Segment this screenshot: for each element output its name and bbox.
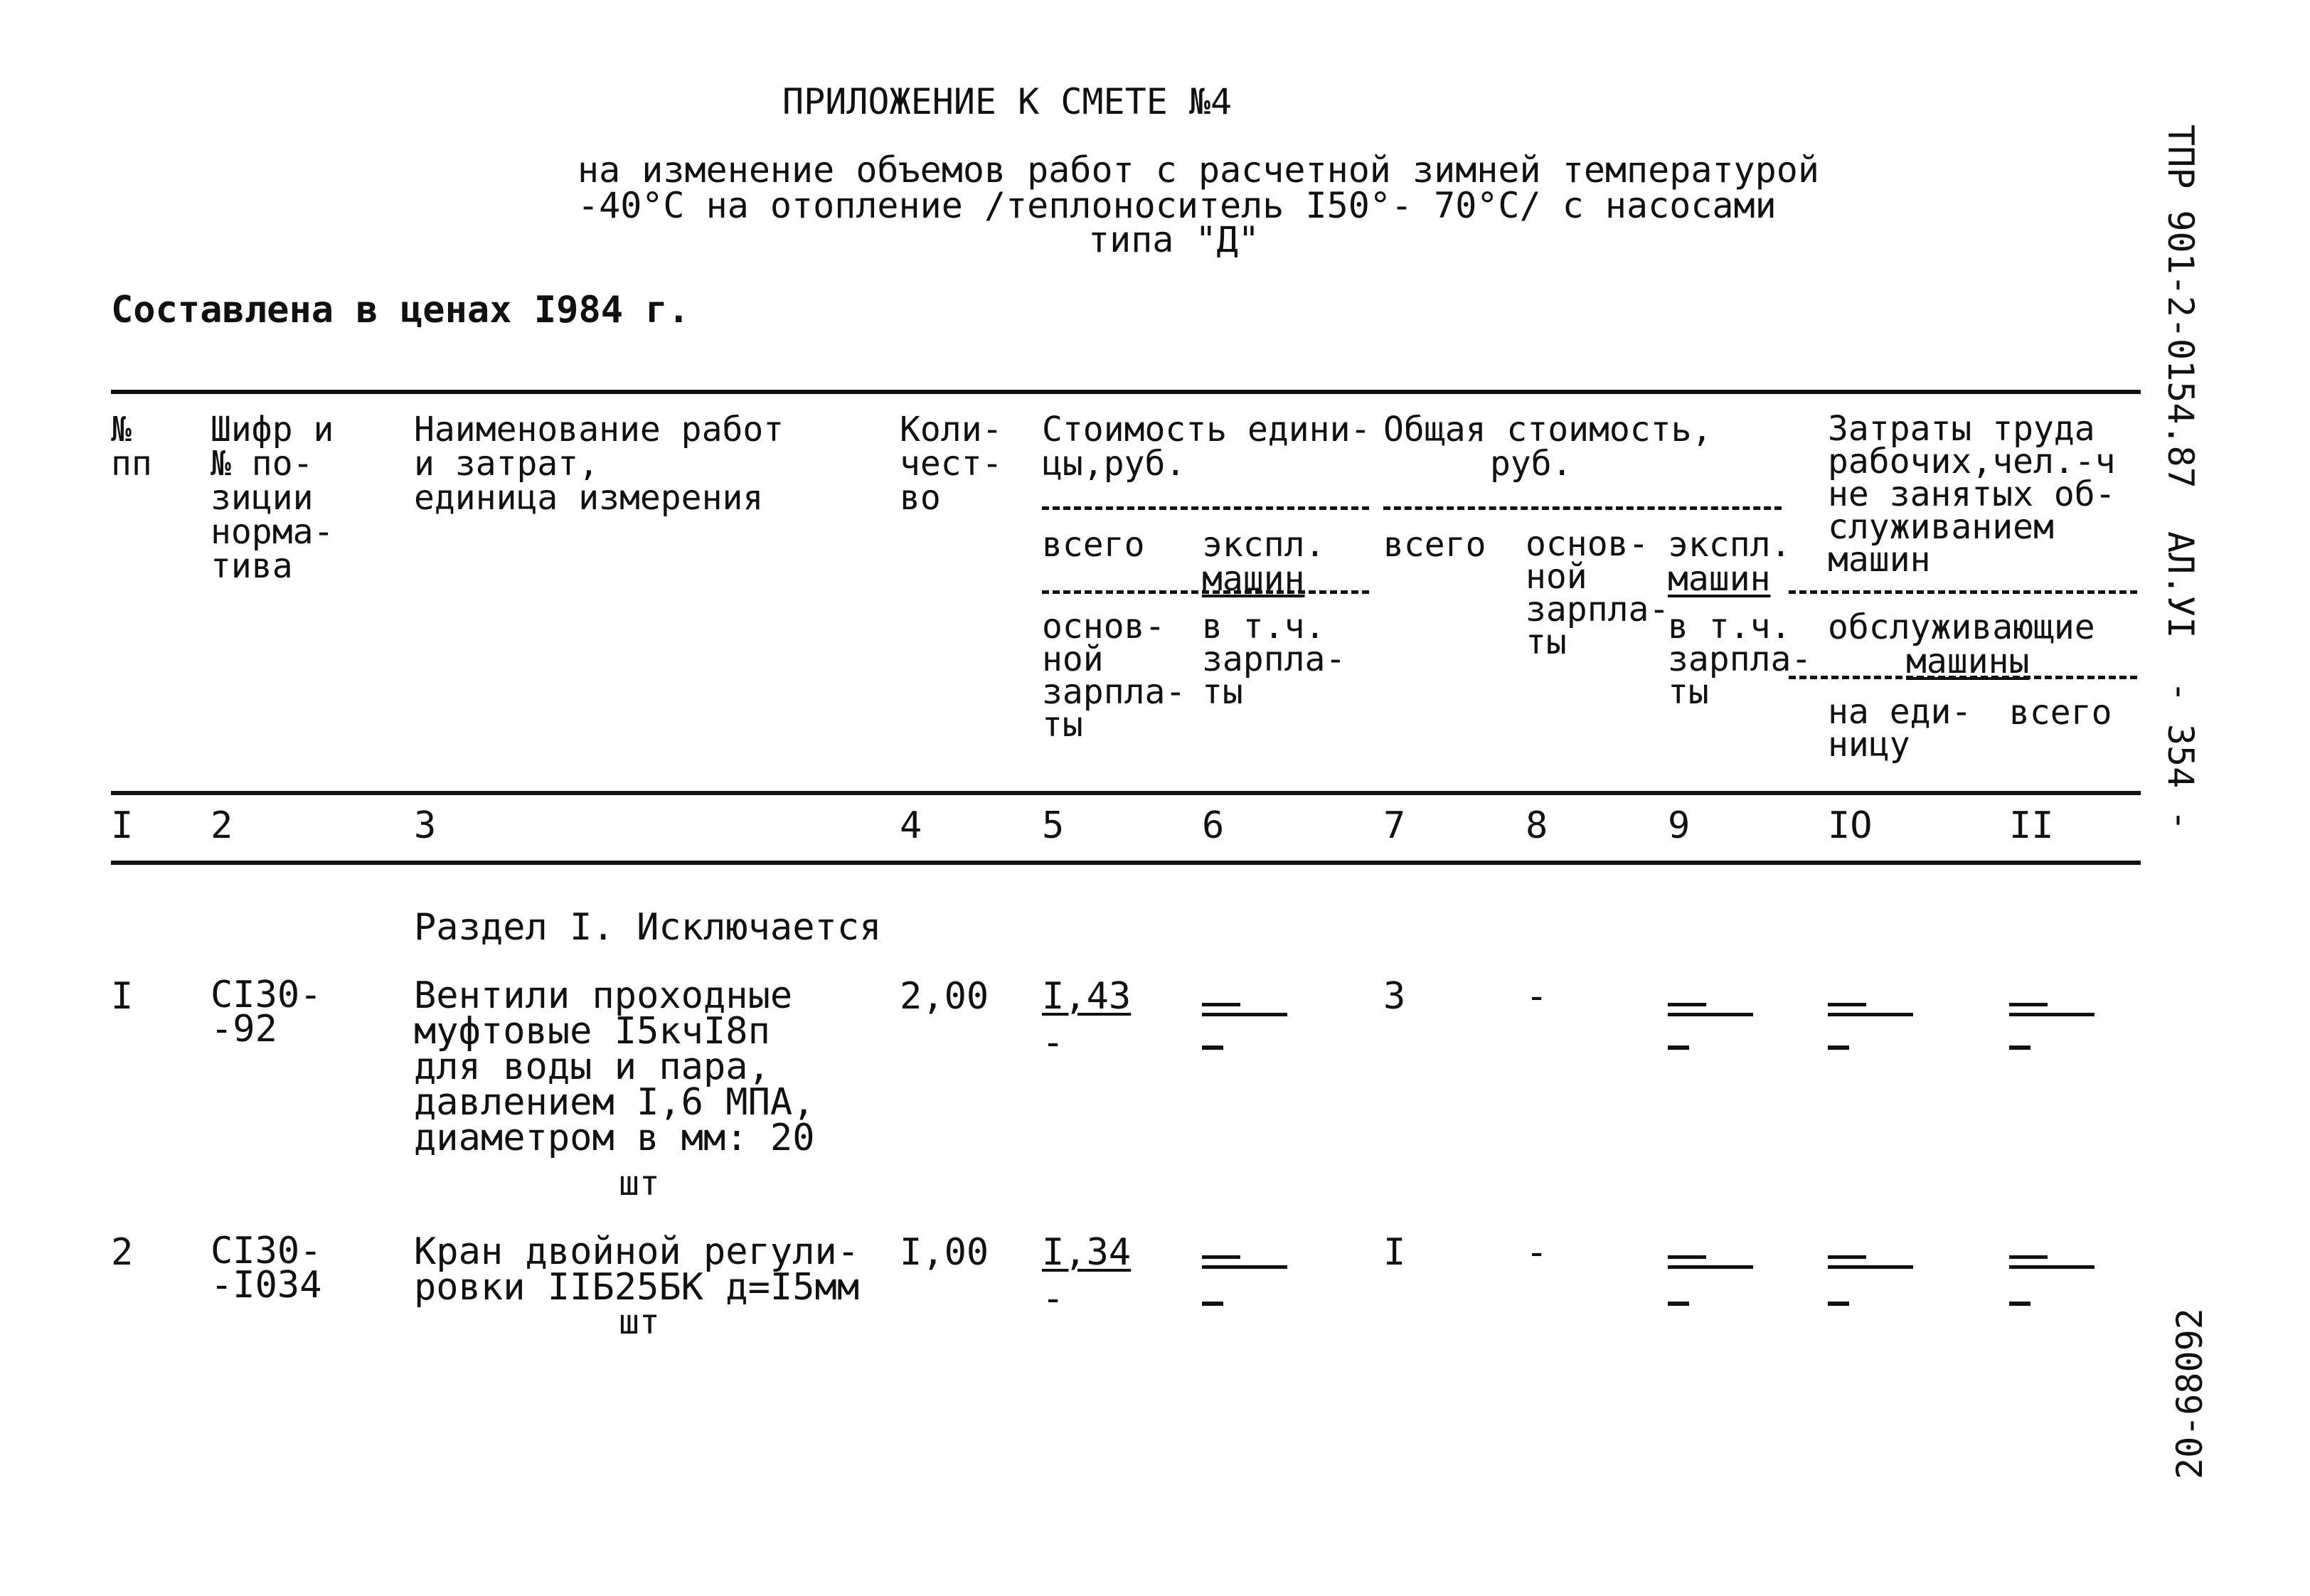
row-1-unit-total: I,43 bbox=[1042, 975, 1132, 1018]
row-1-unit-machines-dash bbox=[1202, 1003, 1287, 1011]
servicing-machines-header: обслуживающие машины bbox=[1828, 607, 2095, 681]
row-2-unit: шт bbox=[619, 1302, 660, 1342]
column-number-10: IO bbox=[1828, 804, 1873, 847]
total-machines-header: экспл. машин bbox=[1668, 525, 1792, 599]
row-1-total-machine-salary-dash bbox=[1668, 1046, 1689, 1050]
per-unit-header: на еди- ницу bbox=[1828, 692, 1972, 765]
row-2-code: CI30- -I034 bbox=[211, 1230, 322, 1307]
document-code-stamp: ТПР 901-2-0154.87 АЛ.УI - 354 - bbox=[2160, 124, 2201, 831]
column-number-8: 8 bbox=[1526, 804, 1548, 847]
row-1-unit: шт bbox=[619, 1164, 660, 1203]
column-number-2: 2 bbox=[211, 804, 233, 847]
labor-total-header: всего bbox=[2009, 693, 2112, 733]
col-header-number: № пп bbox=[111, 410, 152, 484]
row-2-labor-per-unit-dash bbox=[1828, 1255, 1913, 1264]
row-2-unit-machines-dash bbox=[1202, 1255, 1287, 1264]
subtitle-line-3: типа "Д" bbox=[1088, 219, 1260, 260]
row-2-labor-total-dash bbox=[2009, 1255, 2095, 1264]
row-2-total: I bbox=[1383, 1231, 1406, 1274]
row-1-labor-per-unit-dash bbox=[1828, 1003, 1913, 1011]
row-2-unit-total: I,34 bbox=[1042, 1231, 1132, 1274]
column-number-4: 4 bbox=[900, 804, 922, 847]
prices-note: Составлена в ценах I984 г. bbox=[111, 289, 690, 331]
col-header-code: Шифр и № по- зиции норма- тива bbox=[211, 410, 334, 586]
row-1-quantity: 2,00 bbox=[900, 975, 989, 1018]
unit-salary-header: основ- ной зарпла- ты bbox=[1042, 607, 1186, 745]
appendix-title: ПРИЛОЖЕНИЕ К СМЕТЕ №4 bbox=[782, 81, 1233, 122]
column-number-5: 5 bbox=[1042, 804, 1065, 847]
subtitle-line-1: на изменение объемов работ с расчетной зимней температурой bbox=[578, 149, 1819, 191]
column-numbers-rule bbox=[111, 861, 2141, 865]
row-2-unit-machine-salary-dash bbox=[1202, 1302, 1223, 1306]
unit-cost-divider bbox=[1042, 506, 1369, 510]
row-1-code: CI30- -92 bbox=[211, 974, 322, 1050]
unit-machine-salary-header: в т.ч. зарпла- ты bbox=[1202, 607, 1346, 712]
column-number-6: 6 bbox=[1202, 804, 1225, 847]
row-1-number: I bbox=[111, 975, 134, 1018]
row-2-number: 2 bbox=[111, 1231, 134, 1274]
row-2-servicing-per-unit-dash bbox=[1828, 1302, 1849, 1306]
total-salary-header: основ- ной зарпла- ты bbox=[1526, 524, 1670, 662]
column-number-11: II bbox=[2009, 804, 2054, 847]
total-machine-salary-header: в т.ч. зарпла- ты bbox=[1668, 607, 1812, 712]
row-2-unit-salary: - bbox=[1042, 1277, 1065, 1320]
column-number-9: 9 bbox=[1668, 804, 1691, 847]
column-number-7: 7 bbox=[1383, 804, 1406, 847]
row-2-servicing-total-dash bbox=[2009, 1302, 2030, 1306]
col-header-unit-cost: Стоимость едини- цы,руб. bbox=[1042, 410, 1371, 484]
total-cost-divider bbox=[1383, 506, 1782, 510]
row-2-total-machine-salary-dash bbox=[1668, 1302, 1689, 1306]
row-1-unit-salary: - bbox=[1042, 1021, 1065, 1064]
row-1-total-machines-dash bbox=[1668, 1003, 1753, 1011]
row-1-servicing-per-unit-dash bbox=[1828, 1046, 1849, 1050]
row-1-servicing-total-dash bbox=[2009, 1046, 2030, 1050]
section-title: Раздел I. Исключается bbox=[414, 906, 882, 949]
header-bottom-rule bbox=[111, 791, 2141, 795]
column-number-1: I bbox=[111, 804, 134, 847]
sheet-number-stamp: 20-68092 bbox=[2169, 1308, 2210, 1479]
row-2-name: Кран двойной регули- ровки IIБ25БК д=I5мм bbox=[414, 1230, 860, 1309]
row-1-labor-total-dash bbox=[2009, 1003, 2095, 1011]
labor-divider bbox=[1789, 590, 2137, 594]
row-2-total-machines-dash bbox=[1668, 1255, 1753, 1264]
unit-machines-header: экспл. машин bbox=[1202, 525, 1326, 599]
col-header-labor: Затраты труда рабочих,чел.-ч не занятых об- служиванием машин bbox=[1828, 409, 2116, 580]
row-2-total-salary: - bbox=[1526, 1231, 1548, 1274]
col-header-quantity: Коли- чест- во bbox=[900, 410, 1003, 518]
table-top-rule bbox=[111, 390, 2141, 394]
row-1-name: Вентили проходные муфтовые I5кчI8п для воды и пара, давлением I,6 МПА, диаметром в мм: 20 bbox=[414, 974, 815, 1159]
row-2-quantity: I,00 bbox=[900, 1231, 989, 1274]
column-number-3: 3 bbox=[414, 804, 437, 847]
total-header: всего bbox=[1383, 525, 1486, 565]
unit-total-header: всего bbox=[1042, 525, 1145, 565]
subtitle-line-2: -40°С на отопление /теплоноситель I50°- 70°С/ с насосами bbox=[578, 185, 1777, 226]
col-header-total-cost: Общая стоимость, руб. bbox=[1383, 410, 1713, 484]
row-1-total-salary: - bbox=[1526, 975, 1548, 1018]
row-1-unit-machine-salary-dash bbox=[1202, 1046, 1223, 1050]
row-1-total: 3 bbox=[1383, 975, 1406, 1018]
col-header-name: Наименование работ и затрат, единица измерения bbox=[414, 410, 784, 518]
